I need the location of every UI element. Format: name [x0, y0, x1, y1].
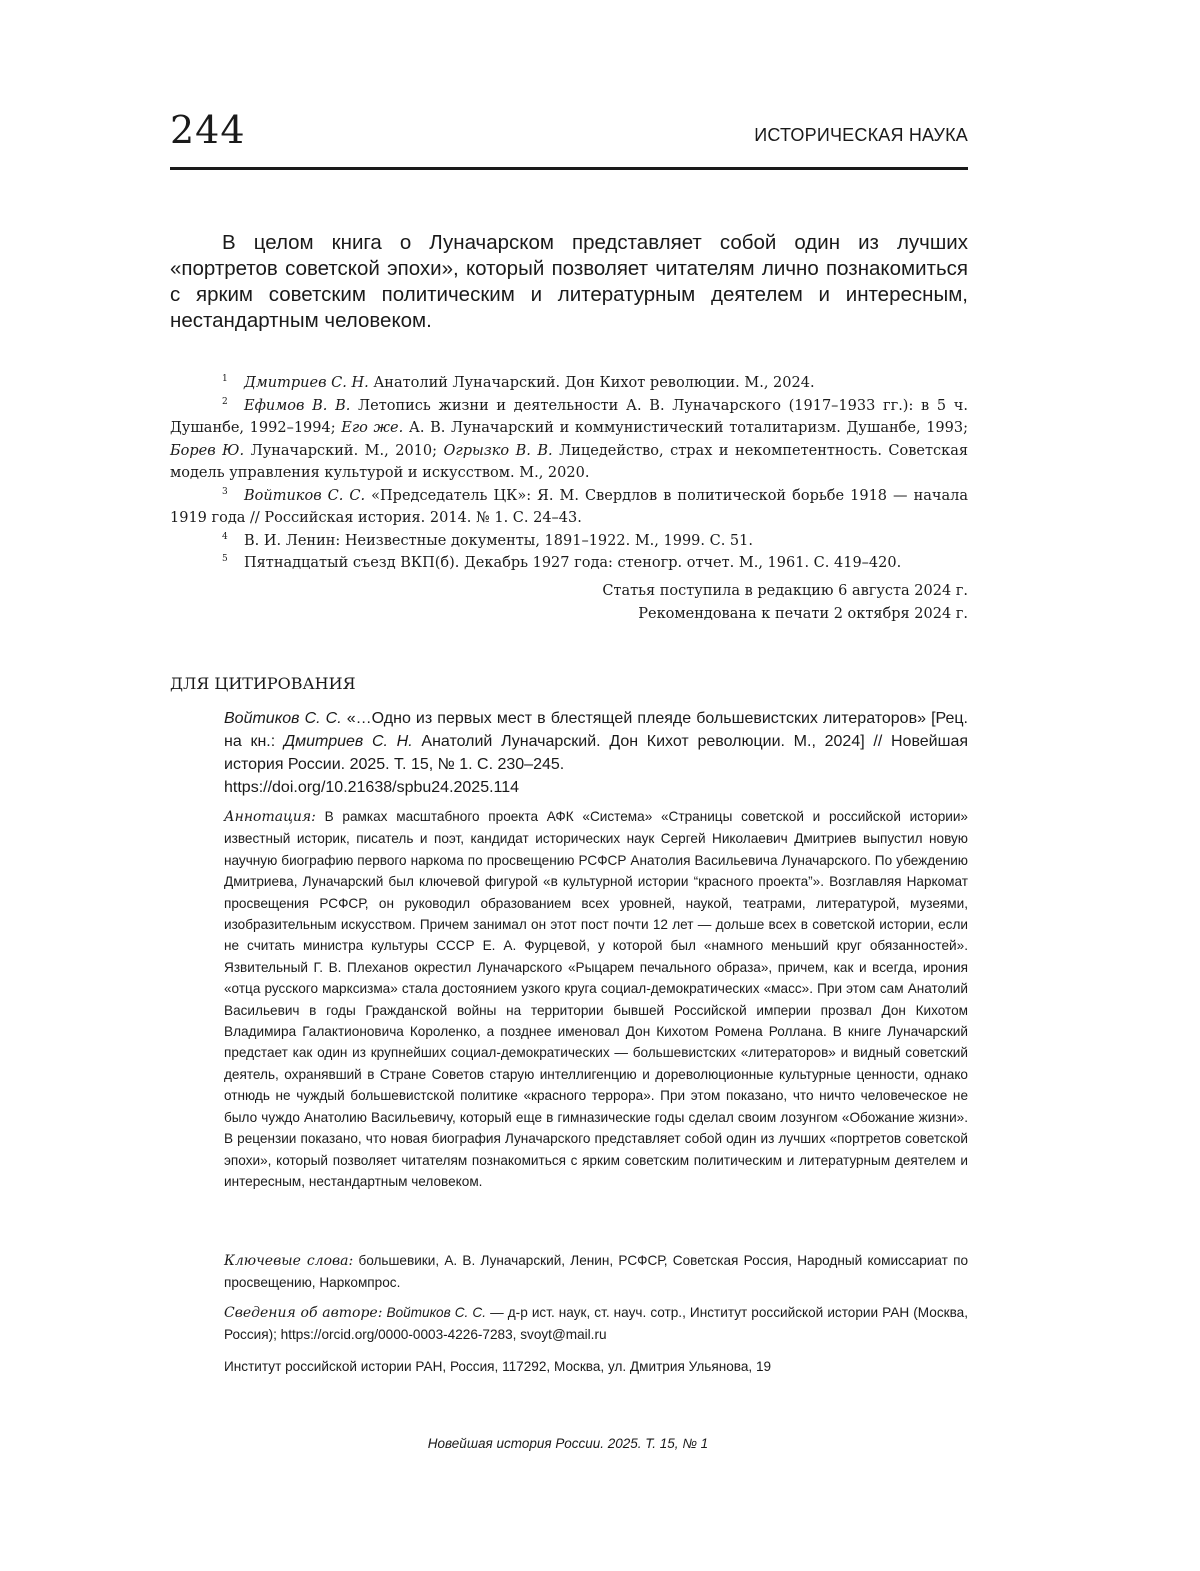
author-name: Войтиков С. С.: [382, 1305, 487, 1320]
citation-doi-link[interactable]: https://doi.org/10.21638/spbu24.2025.114: [224, 779, 520, 796]
footnote-5: 5 Пятнадцатый съезд ВКП(б). Декабрь 1927 года: стеногр. отчет. М., 1961. С. 419–420.: [222, 554, 902, 571]
recommended-line: Рекомендована к печати 2 октября 2024 г.: [638, 606, 968, 622]
keywords-text: большевики, А. В. Луначарский, Ленин, РСФСР, Советская Россия, Народный комиссариат по просвещению, Наркомпрос.: [224, 1253, 969, 1291]
footnote-text: Пятнадцатый съезд ВКП(б). Декабрь 1927 года: стеногр. отчет. М., 1961. С. 419–420.: [244, 555, 902, 571]
abstract-label: Аннотация:: [224, 809, 316, 825]
received-dates: [602, 580, 968, 626]
author-info: [224, 1302, 968, 1346]
citation-text: «…Одно из первых мест в блестящей плеяде большевистских литераторов» [Рец. на кн.:: [224, 710, 968, 750]
footnote-author: Войтиков С. С.: [244, 487, 366, 504]
keywords: [224, 1250, 968, 1294]
footnote-author: Его же.: [341, 420, 404, 436]
abstract: [224, 806, 968, 1192]
citation-book-author: Дмитриев С. Н.: [283, 733, 413, 750]
abstract-text: В рамках масштабного проекта АФК «Система» «Страницы советской и российской истории» известный историк, писатель и поэт, кандидат исторических наук Сергей Николаевич Дмитриев выпустил новую научную биографию первого наркома по просвещению РСФСР Анатолия Васильевича Луначарского. По убеждению Дмитриева, Луначарский был ключевой фигурой «в культурной истории “красного проекта”». Возглавляя Наркомат просвещения РСФСР, он руководил образованием всех уровней, наукой, театрами, литературой, музеями, изобразительным искусством. Причем занимал он этот пост почти 12 лет — дольше всех в советской истории, если не считать министра культуры СССР Е. А. Фурцевой, у которой был «намного меньший круг обязанностей». Язвительный Г. В. Плеханов окрестил Луначарского «Рыцарем печального образа», причем, как и всегда, ирония «отца русского марксизма» стала достоянием узкого круга социал-демократических «масс». При этом сам Анатолий Васильевич в годы Гражданской войны на территории бывшей Российской империи прозвал Дон Кихотом Владимира Галактионовича Короленко, а позднее именовал Дон Кихотом Ромена Роллана. В книге Луначарский предстает как один из крупнейших социал-демократических — большевистских «литераторов» и видный советский деятель, охранявший в Стране Советов старую интеллигенцию и дореволюционные культурные ценности, однако отнюдь не чуждый большевистской политике «красного террора». При этом показано, что ничто человеческое не было чуждо Анатолию Васильевичу, который еще в гимназические годы сделал своим лозунгом «Обожание жизни». В рецензии показано, что новая биография Луначарского представляет собой один из лучших «портретов советской эпохи», который позволяет читателям познакомиться с ярким советским политическим и литературным деятелем и интересным, нестандартным человеком.: [224, 809, 968, 1189]
citation-heading: ДЛЯ ЦИТИРОВАНИЯ: [170, 674, 356, 693]
footnote-text: А. В. Луначарский и коммунистический тоталитаризм. Душанбе, 1993;: [403, 420, 968, 436]
footnote-4: 4 В. И. Ленин: Неизвестные документы, 1891–1922. М., 1999. С. 51.: [222, 531, 753, 549]
citation-block: [224, 707, 968, 799]
footnote-2: 2 Ефимов В. В. Летопись жизни и деятельности А. В. Луначарского (1917–1933 гг.): в 5 ч. Душанбе, 1992–1994; Его же. А. В. Луначарский и коммунистический тоталитаризм. Душанбе, 1993; Борев Ю. Луначарский. М., 2010; Огрызко В. В. Лицедейство, страх и некомпетентность. Советская модель управления культурой и искусством. М., 2020.: [170, 396, 968, 481]
footnote-text: Лицедейство, страх и некомпетентность. Советская модель управления культурой и искусством. М., 2020.: [170, 442, 968, 481]
footnote-author: Огрызко В. В.: [443, 442, 553, 459]
page-number: 244: [170, 108, 246, 152]
footnote-text: Луначарский. М., 2010;: [244, 442, 444, 459]
page-header: [170, 105, 968, 170]
footnote-text: Летопись жизни и деятельности А. В. Луначарского (1917–1933 гг.): в 5 ч. Душанбе, 1992–1994;: [170, 397, 968, 436]
page-footer: Новейшая история России. 2025. Т. 15, № 1: [427, 1436, 709, 1451]
footnote-author: Дмитриев С. Н.: [244, 375, 369, 391]
received-line: Статья поступила в редакцию 6 августа 2024 г.: [602, 583, 968, 599]
footnote-text: В. И. Ленин: Неизвестные документы, 1891–1922. М., 1999. С. 51.: [244, 532, 753, 549]
citation-author: Войтиков С. С.: [224, 710, 342, 727]
footnote-text: «Председатель ЦК»: Я. М. Свердлов в политической борьбе 1918 — начала 1919 года // Российская история. 2014. № 1. С. 24–43.: [170, 487, 968, 526]
footnote-text: Анатолий Луначарский. Дон Кихот революции. М., 2024.: [368, 375, 815, 391]
main-paragraph: В целом книга о Луначарском представляет собой один из лучших «портретов советской эпохи», который позволяет читателям лично познакомиться с ярким советским политическим и литературным деятелем и интересным, нестандартным человеком.: [170, 231, 968, 332]
keywords-label: Ключевые слова:: [224, 1253, 354, 1269]
footnote-1: 1 Дмитриев С. Н. Анатолий Луначарский. Дон Кихот революции. М., 2024.: [222, 374, 815, 391]
footnote-author: Ефимов В. В.: [244, 397, 351, 414]
author-info-text: — д-р ист. наук, ст. науч. сотр., Институт российской истории РАН (Москва, Россия); https://orcid.org/0000-0003-4226-7283, svoyt@mail.ru: [224, 1305, 968, 1343]
author-info-label: Сведения об авторе:: [224, 1305, 383, 1321]
section-title: ИСТОРИЧЕСКАЯ НАУКА: [754, 125, 968, 145]
institution-address: Институт российской истории РАН, Россия, 117292, Москва, ул. Дмитрия Ульянова, 19: [224, 1359, 772, 1374]
footnotes: [170, 372, 968, 575]
footnote-author: Борев Ю.: [170, 442, 245, 459]
footnote-3: 3 Войтиков С. С. «Председатель ЦК»: Я. М. Свердлов в политической борьбе 1918 — начала 1919 года // Российская история. 2014. № 1. С. 24–43.: [170, 486, 968, 526]
citation-text: Анатолий Луначарский. Дон Кихот революции. М., 2024] // Новейшая история России. 2025. Т. 15, № 1. С. 230–245.: [224, 733, 969, 773]
